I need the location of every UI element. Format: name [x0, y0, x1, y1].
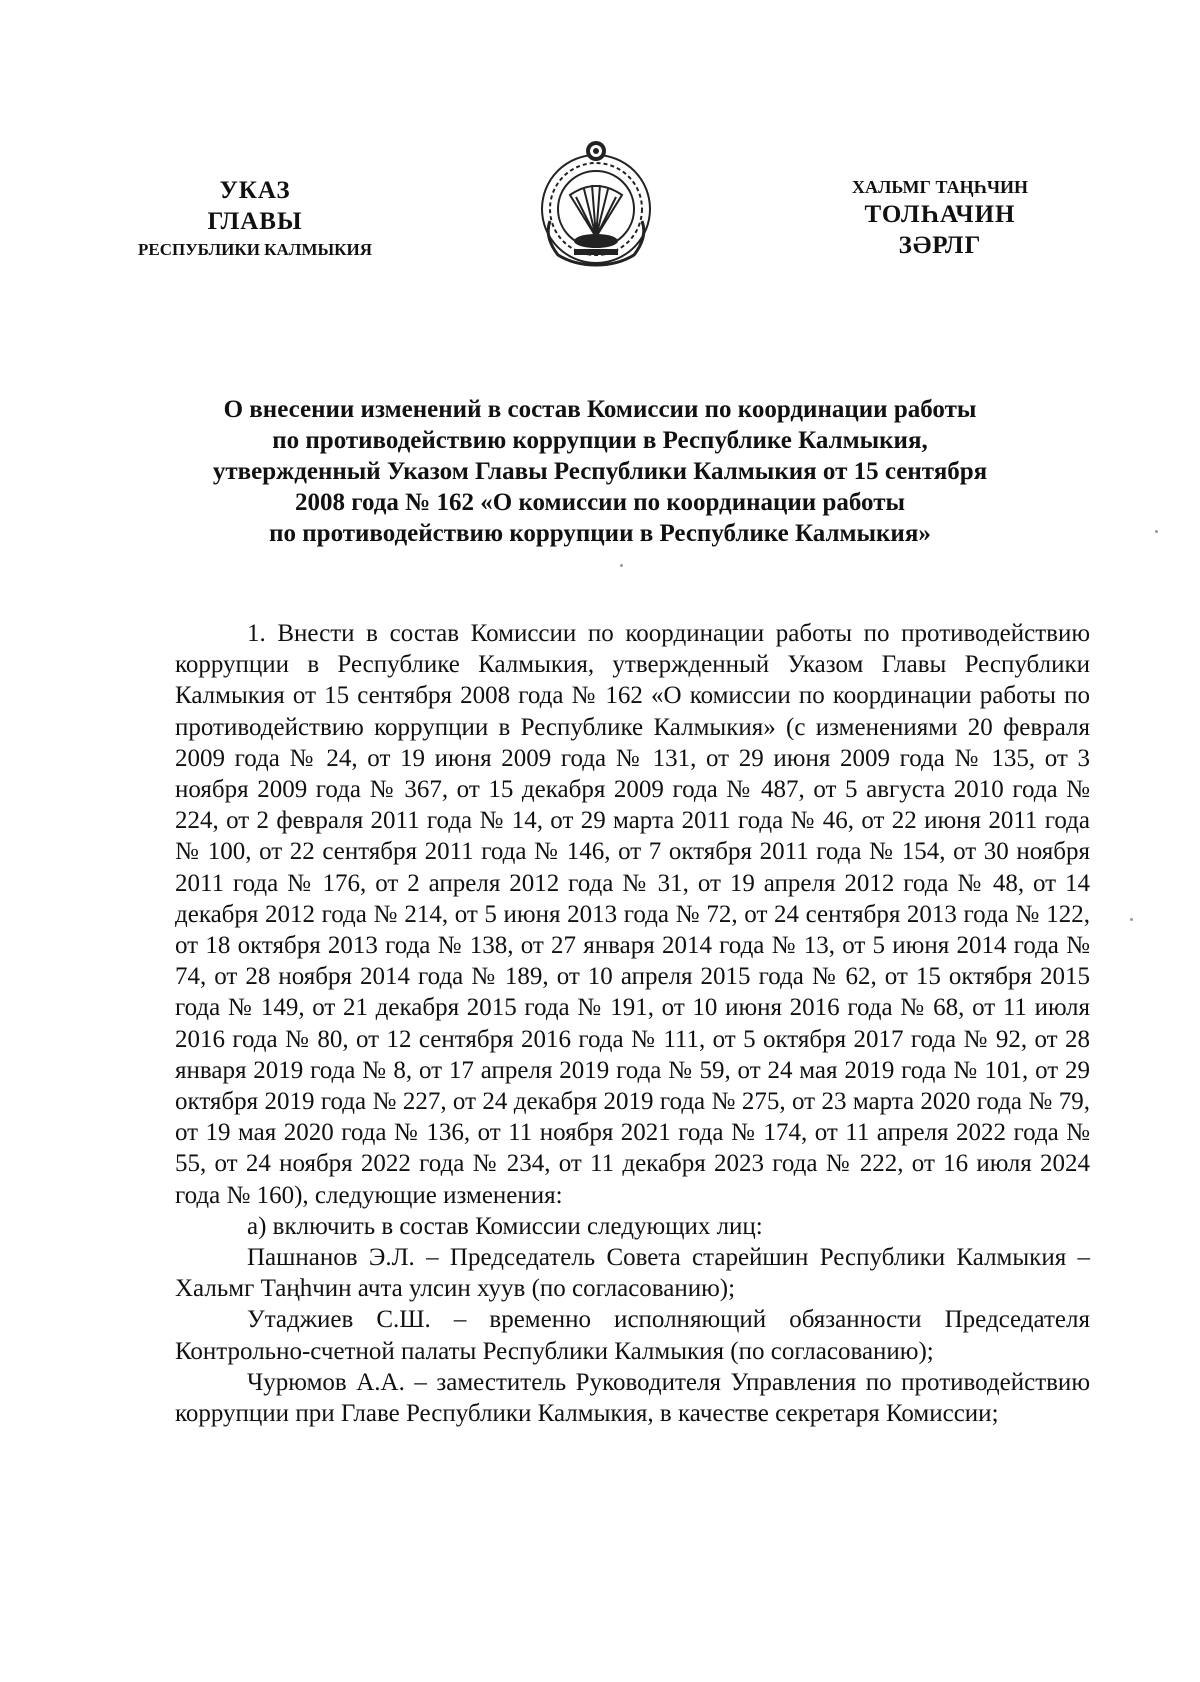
paragraph-member-1: Пашнанов Э.Л. – Председатель Совета старейшин Республики Калмыкия – Хальмг Таңһчин ачта улсин хуув (по согласованию);: [175, 1244, 1090, 1303]
title-line: по противодействию коррупции в Республике Калмыкия»: [269, 520, 931, 547]
document-title: [130, 394, 1070, 549]
decree-label: УКАЗ: [219, 177, 291, 204]
paragraph-item-1: 1. Внести в состав Комиссии по координации работы по противодействию коррупции в Республике Калмыкия, утвержденный Указом Главы Республики Калмыкия от 15 сентября 2008 года № 162 «О комиссии по координации работы по противодействию коррупции в Республике Калмыкия» (с изменениями 20 февраля 2009 года № 24, от 19 июня 2009 года № 131, от 29 июня 2009 года № 135, от 3 ноября 2009 года № 367, от 15 декабря 2009 года № 487, от 5 августа 2010 года № 224, от 2 февраля 2011 года № 14, от 29 марта 2011 года № 46, от 22 июня 2011 года № 100, от 22 сентября 2011 года № 146, от 7 октября 2011 года № 154, от 30 ноября 2011 года № 176, от 2 апреля 2012 года № 31, от 19 апреля 2012 года № 48, от 14 декабря 2012 года № 214, от 5 июня 2013 года № 72, от 24 сентября 2013 года № 122, от 18 октября 2013 года № 138, от 27 января 2014 года № 13, от 5 июня 2014 года № 74, от 28 ноября 2014 года № 189, от 10 апреля 2015 года № 62, от 15 октября 2015 года № 149, от 21 декабря 2015 года № 191, от 10 июня 2016 года № 68, от 11 июля 2016 года № 80, от 12 сентября 2016 года № 111, от 5 октября 2017 года № 92, от 28 января 2019 года № 8, от 17 апреля 2019 года № 59, от 24 мая 2019 года № 101, от 29 октября 2019 года № 227, от 24 декабря 2019 года № 275, от 23 марта 2020 года № 79, от 19 мая 2020 года № 136, от 11 ноября 2021 года № 174, от 11 апреля 2022 года № 55, от 24 ноября 2022 года № 234, от 11 декабря 2023 года № 222, от 16 июля 2024 года № 160), следующие изменения:: [175, 620, 1090, 1209]
document-header-right: [815, 175, 1065, 261]
document-header-left: [90, 175, 420, 261]
scan-speck: [1155, 530, 1158, 533]
scan-speck: [620, 564, 623, 567]
paragraph-member-3: Чурюмов А.А. – заместитель Руководителя Управления по противодействию коррупции при Главе Республики Калмыкия, в качестве секретаря Комиссии;: [175, 1368, 1090, 1428]
republic-label: РЕСПУБЛИКИ КАЛМЫКИЯ: [137, 240, 373, 259]
head-label: ГЛАВЫ: [207, 208, 303, 235]
scan-speck: [1130, 918, 1133, 921]
title-line: О внесении изменений в состав Комиссии по координации работы: [223, 396, 977, 423]
paragraph-member-2: Утаджиев С.Ш. – временно исполняющий обязанности Председателя Контрольно-счетной палаты Республики Калмыкия (по согласованию);: [175, 1306, 1090, 1365]
title-line: утвержденный Указом Главы Республики Калмыкия от 15 сентября: [212, 458, 988, 485]
kalmyk-decree-label: ЗӘРЛГ: [898, 232, 982, 259]
title-line: по противодействию коррупции в Республике Калмыкия,: [272, 427, 928, 454]
document-body: [175, 618, 1090, 1429]
title-line: 2008 года № 162 «О комиссии по координации работы: [294, 489, 906, 516]
kalmyk-republic-label: ХАЛЬМГ ТАҢҺЧИН: [851, 177, 1029, 197]
paragraph-sub-a: а) включить в состав Комиссии следующих лиц:: [247, 1212, 763, 1240]
kalmyk-head-label: ТОЛҺАЧИН: [864, 201, 1016, 228]
republic-of-kalmykia-emblem-icon: [534, 137, 658, 271]
